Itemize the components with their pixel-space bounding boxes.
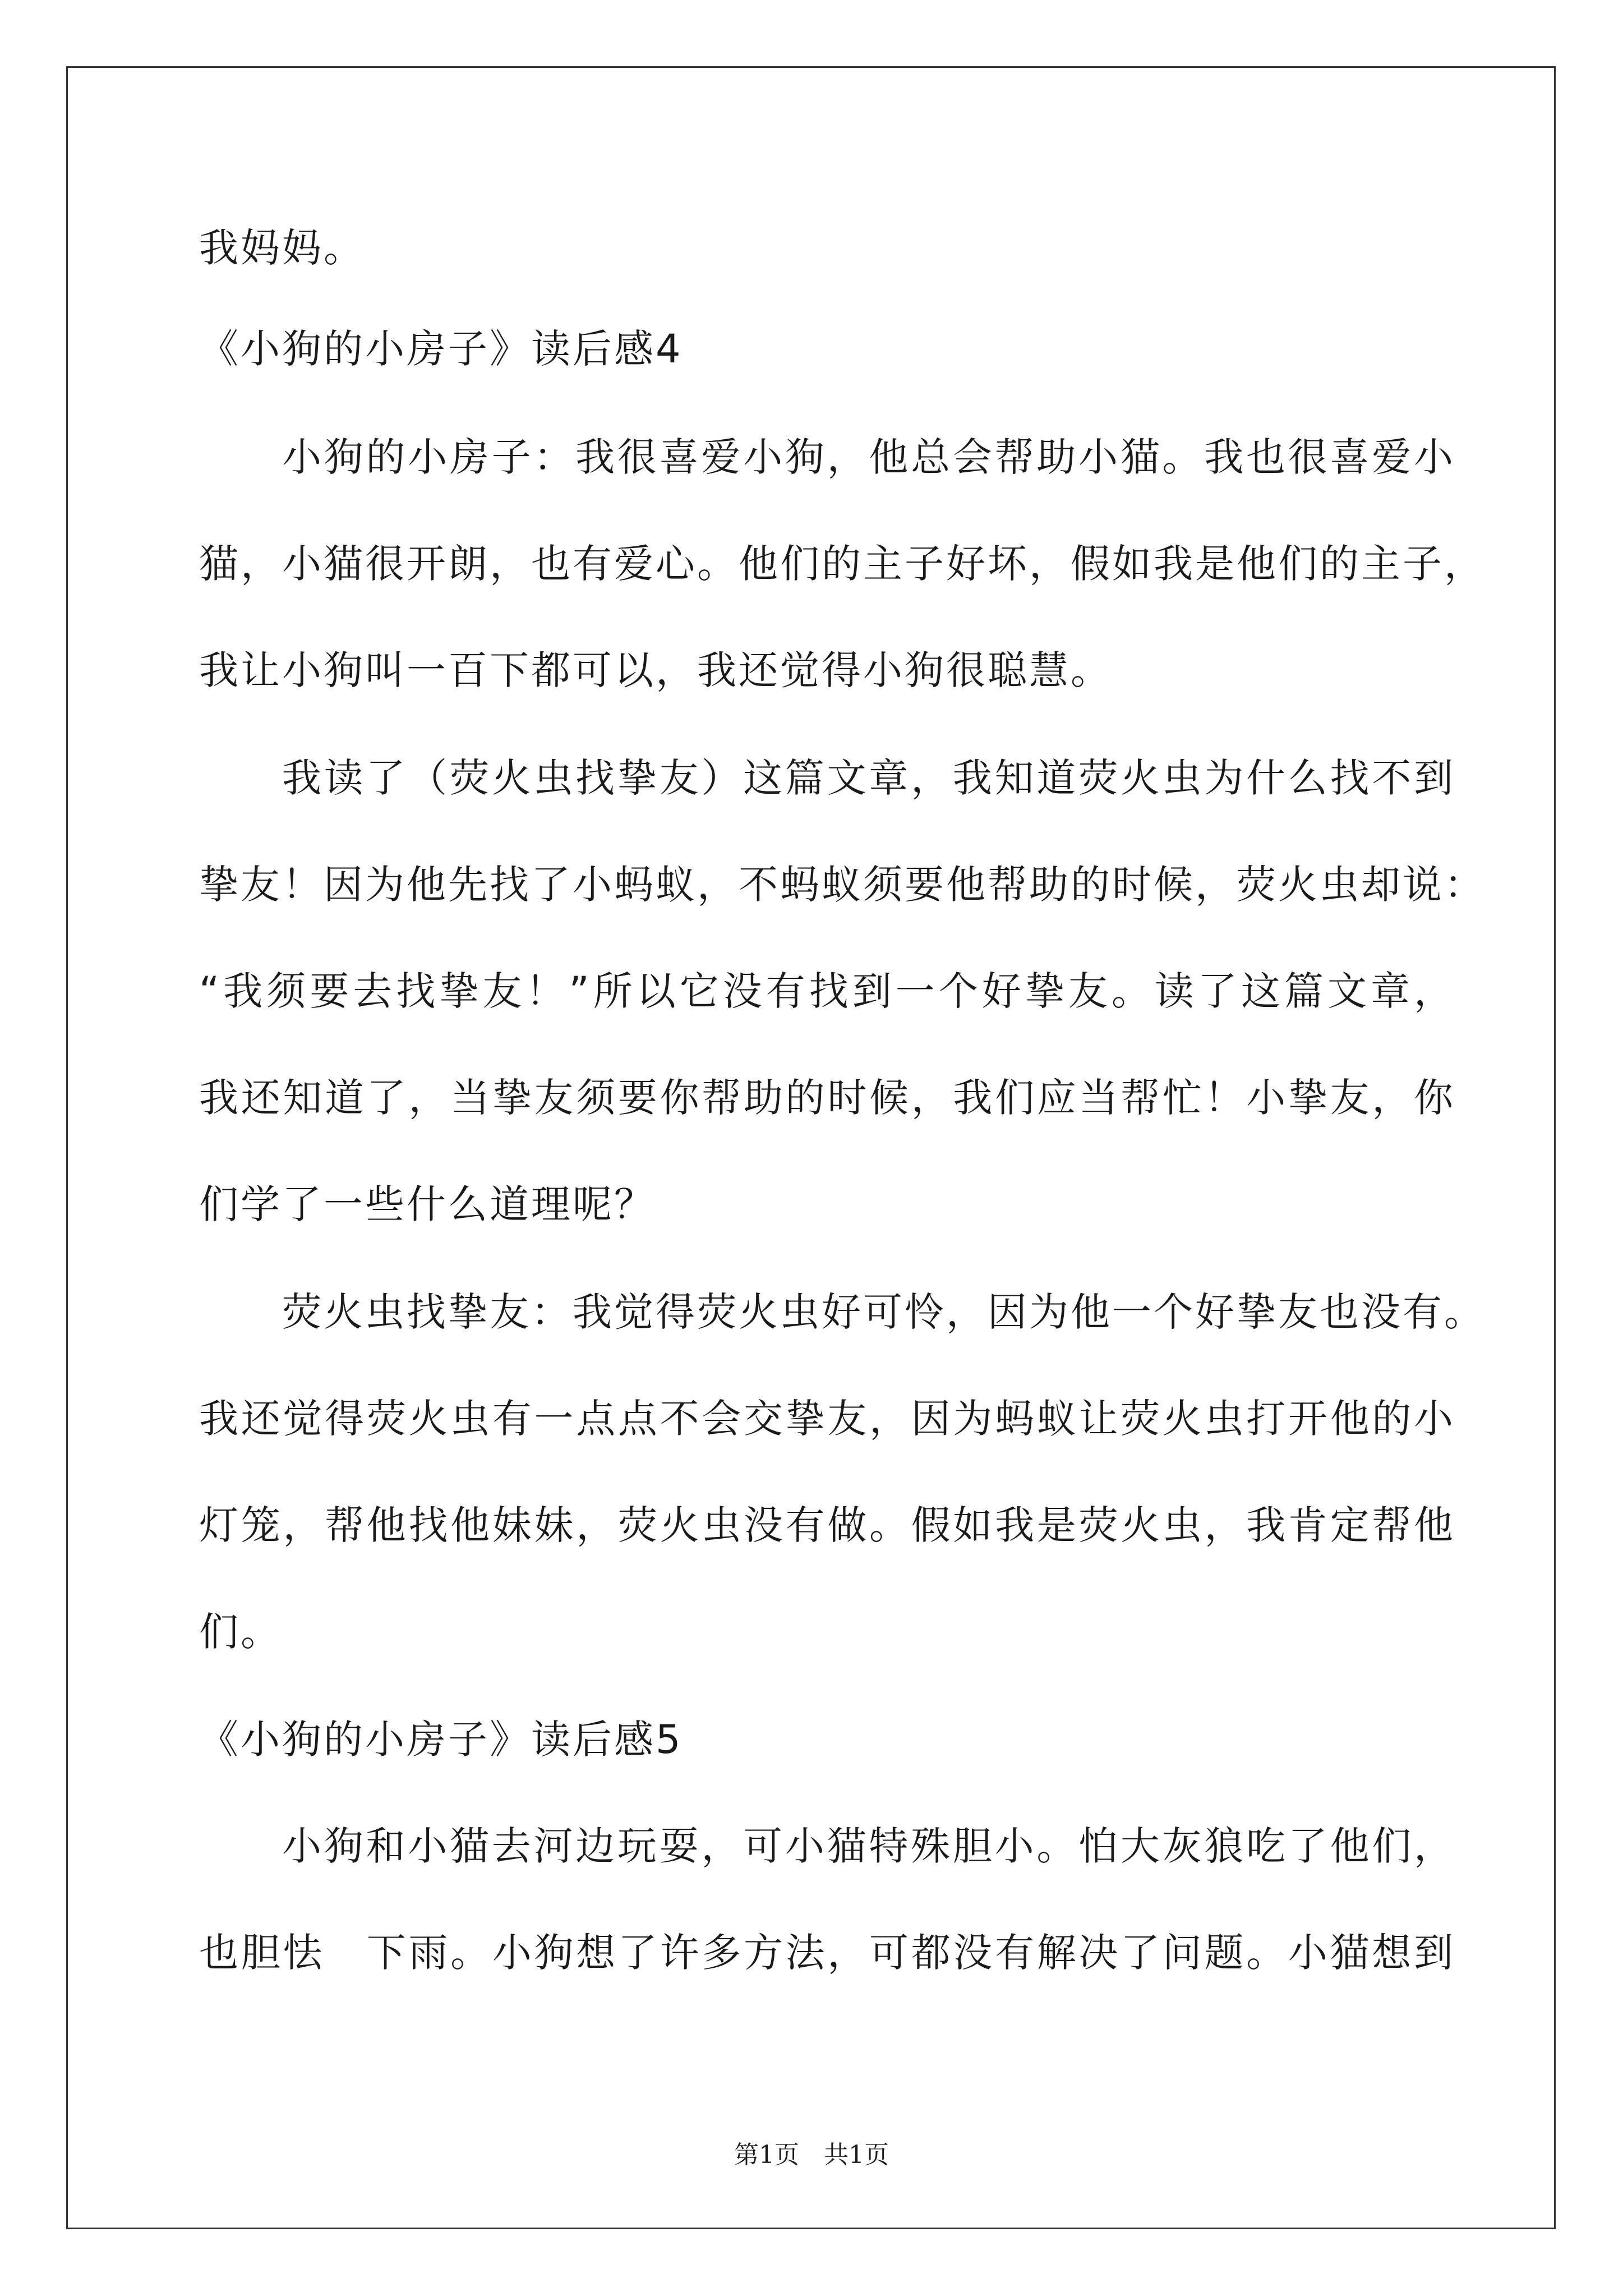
text-line: 小狗的小房子：我很喜爱小狗，他总会帮助小猫。我也很喜爱小 (282, 434, 1455, 480)
text-line: “我须要去找挚友！”所以它没有找到一个好挚友。读了这篇文章， (199, 968, 1455, 1014)
page-footer: 第1页 共1页 (734, 2141, 889, 2169)
text-line: 们学了一些什么道理呢？ (199, 1181, 656, 1227)
text-line: 我还觉得荧火虫有一点点不会交挚友，因为蚂蚁让荧火虫打开他的小 (199, 1396, 1455, 1442)
text-line: 我还知道了，当挚友须要你帮助的时候，我们应当帮忙！小挚友，你 (199, 1075, 1455, 1121)
text-line: 我读了（荧火虫找挚友）这篇文章，我知道荧火虫为什么找不到 (282, 755, 1455, 801)
text-line: 也胆怯 下雨。小狗想了许多方法，可都没有解决了问题。小猫想到 (199, 1930, 1455, 1976)
text-line: 我让小狗叫一百下都可以，我还觉得小狗很聪慧。 (199, 647, 1112, 693)
text-line: 猫，小猫很开朗，也有爱心。他们的主子好坏，假如我是他们的主子， (199, 541, 1486, 587)
text-line: 我妈妈。 (199, 225, 365, 271)
text-line: 们。 (199, 1609, 282, 1655)
section-heading: 《小狗的小房子》读后感5 (199, 1717, 683, 1763)
text-line: 荧火虫找挚友：我觉得荧火虫好可怜，因为他一个好挚友也没有。 (282, 1289, 1486, 1335)
section-heading: 《小狗的小房子》读后感4 (199, 326, 683, 372)
text-line: 灯笼，帮他找他妹妹，荧火虫没有做。假如我是荧火虫，我肯定帮他 (199, 1502, 1455, 1548)
text-line: 挚友！因为他先找了小蚂蚁，不蚂蚁须要他帮助的时候，荧火虫却说： (199, 862, 1486, 908)
text-line: 小狗和小猫去河边玩耍，可小猫特殊胆小。怕大灰狼吃了他们， (282, 1823, 1455, 1869)
page-border (66, 66, 1556, 2229)
